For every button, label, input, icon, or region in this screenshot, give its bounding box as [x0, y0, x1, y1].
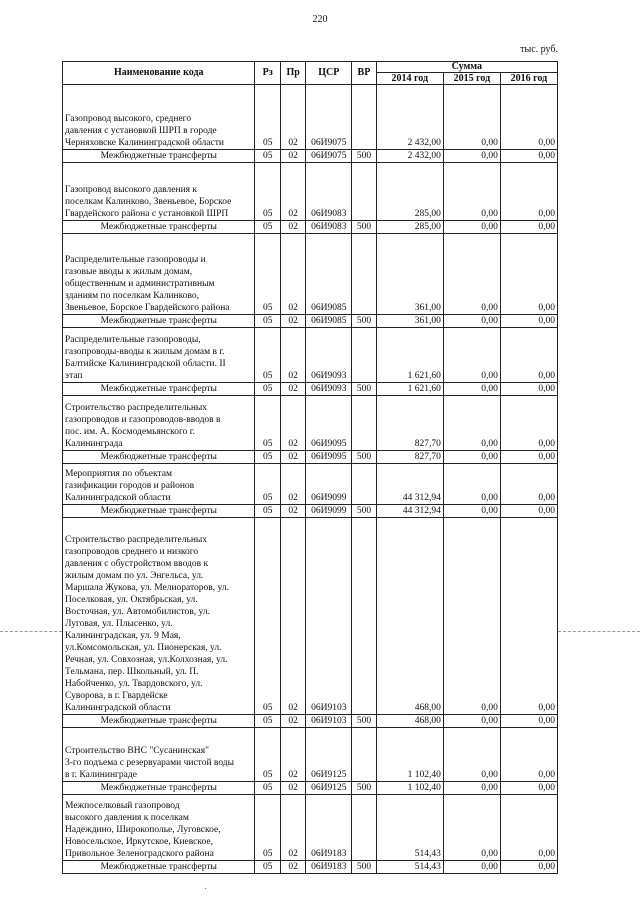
cell-rz: 05	[255, 150, 280, 163]
cell-y2015: 0,00	[443, 715, 500, 728]
cell-pr: 02	[280, 315, 305, 328]
cell-name	[63, 861, 255, 874]
name-line: Межбюджетные трансферты	[100, 716, 217, 726]
cell-csr: 06И9083	[306, 163, 352, 221]
cell-y2016: 0,00	[500, 782, 557, 795]
cell-csr: 06И9125	[306, 782, 352, 795]
cell-y2016: 0,00	[500, 518, 557, 715]
cell-rz: 05	[255, 315, 280, 328]
name-line: ул.Комсомольская, ул. Пионерская, ул.	[65, 643, 222, 653]
cell-y2014: 1 102,40	[376, 728, 443, 782]
cell-y2014: 44 312,94	[376, 505, 443, 518]
name-line: Калининграда	[65, 439, 123, 449]
cell-y2014: 514,43	[376, 795, 443, 861]
name-line: высокого давления к поселкам	[65, 813, 189, 823]
cell-rz: 05	[255, 782, 280, 795]
table-row	[63, 861, 558, 874]
cell-rz: 05	[255, 518, 280, 715]
cell-y2014: 285,00	[376, 163, 443, 221]
cell-vr: 500	[352, 782, 376, 795]
cell-rz: 05	[255, 715, 280, 728]
budget-table	[62, 61, 558, 874]
cell-vr	[352, 795, 376, 861]
cell-pr: 02	[280, 518, 305, 715]
cell-vr	[352, 234, 376, 315]
name-line: газопроводы-вводы к жилым домам в г.	[65, 347, 225, 357]
cell-y2016: 0,00	[500, 861, 557, 874]
table-row	[63, 163, 558, 221]
cell-y2014: 827,70	[376, 451, 443, 464]
scan-artifact-line	[558, 631, 640, 632]
cell-y2015: 0,00	[443, 861, 500, 874]
cell-rz: 05	[255, 221, 280, 234]
name-line: Межбюджетные трансферты	[100, 506, 217, 516]
page-number: 220	[312, 14, 328, 25]
cell-y2015: 0,00	[443, 782, 500, 795]
cell-y2016: 0,00	[500, 728, 557, 782]
name-line: газопроводов и газопроводов-вводов в	[65, 415, 221, 425]
cell-vr	[352, 163, 376, 221]
cell-pr: 02	[280, 221, 305, 234]
cell-csr: 06И9095	[306, 396, 352, 451]
cell-name	[63, 451, 255, 464]
cell-csr: 06И9075	[306, 85, 352, 150]
cell-y2015: 0,00	[443, 795, 500, 861]
cell-y2016: 0,00	[500, 383, 557, 396]
cell-csr: 06И9083	[306, 221, 352, 234]
table-row	[63, 518, 558, 715]
name-line: Межбюджетные трансферты	[100, 862, 217, 872]
table-row	[63, 464, 558, 505]
cell-pr: 02	[280, 451, 305, 464]
cell-y2015: 0,00	[443, 451, 500, 464]
scan-artifact-dot	[205, 888, 206, 889]
cell-name	[63, 85, 255, 150]
cell-pr: 02	[280, 163, 305, 221]
header-pr: Пр	[280, 62, 305, 85]
name-line: Строительство распределительных	[65, 403, 208, 413]
cell-name	[63, 728, 255, 782]
name-line: Надеждино, Широкополье, Луговское,	[65, 825, 221, 835]
cell-y2016: 0,00	[500, 150, 557, 163]
name-line: Новосельское, Иркутское, Киевское,	[65, 837, 213, 847]
name-line: Межпоселковый газопровод	[65, 801, 180, 811]
name-line: Речная, ул. Совхозная, ул.Колхозная, ул.	[65, 655, 228, 665]
cell-name	[63, 315, 255, 328]
table-body	[63, 85, 558, 874]
cell-vr	[352, 728, 376, 782]
name-line: зданиям по поселкам Калинково,	[65, 291, 200, 301]
name-line: Распределительные газопроводы,	[65, 335, 201, 345]
cell-vr	[352, 396, 376, 451]
cell-csr: 06И9085	[306, 315, 352, 328]
table-row	[63, 150, 558, 163]
cell-vr: 500	[352, 315, 376, 328]
cell-y2016: 0,00	[500, 315, 557, 328]
cell-rz: 05	[255, 234, 280, 315]
cell-name	[63, 518, 255, 715]
cell-csr: 06И9095	[306, 451, 352, 464]
cell-y2016: 0,00	[500, 234, 557, 315]
cell-pr: 02	[280, 861, 305, 874]
table-row	[63, 782, 558, 795]
name-line: Луговая, ул. Плысенко, ул.	[65, 619, 173, 629]
table-row	[63, 728, 558, 782]
name-line: Распределительные газопроводы и	[65, 255, 206, 265]
cell-y2014: 1 621,60	[376, 383, 443, 396]
name-line: Строительство распределительных	[65, 535, 208, 545]
name-line: поселкам Калинково, Звеньевое, Борское	[65, 197, 232, 207]
cell-name	[63, 795, 255, 861]
cell-y2015: 0,00	[443, 396, 500, 451]
cell-y2016: 0,00	[500, 85, 557, 150]
name-line: Набойченко, ул. Твардовского, ул.	[65, 679, 203, 689]
cell-y2015: 0,00	[443, 728, 500, 782]
cell-y2015: 0,00	[443, 85, 500, 150]
cell-vr: 500	[352, 861, 376, 874]
header-2015: 2015 год	[443, 73, 500, 85]
cell-pr: 02	[280, 328, 305, 383]
cell-y2016: 0,00	[500, 505, 557, 518]
table-row	[63, 505, 558, 518]
cell-pr: 02	[280, 715, 305, 728]
cell-rz: 05	[255, 328, 280, 383]
cell-rz: 05	[255, 728, 280, 782]
name-line: пос. им. А. Космодемьянского г.	[65, 427, 195, 437]
cell-y2016: 0,00	[500, 715, 557, 728]
cell-y2014: 44 312,94	[376, 464, 443, 505]
table-row	[63, 315, 558, 328]
cell-y2016: 0,00	[500, 163, 557, 221]
name-line: Межбюджетные трансферты	[100, 452, 217, 462]
cell-vr: 500	[352, 451, 376, 464]
header-vr: ВР	[352, 62, 376, 85]
cell-y2015: 0,00	[443, 464, 500, 505]
cell-csr: 06И9183	[306, 795, 352, 861]
cell-y2014: 468,00	[376, 518, 443, 715]
cell-csr: 06И9093	[306, 383, 352, 396]
table-row	[63, 221, 558, 234]
cell-name	[63, 163, 255, 221]
table-header	[63, 62, 558, 85]
table-row	[63, 451, 558, 464]
cell-csr: 06И9183	[306, 861, 352, 874]
cell-y2014: 2 432,00	[376, 85, 443, 150]
cell-y2016: 0,00	[500, 328, 557, 383]
header-csr: ЦСР	[306, 62, 352, 85]
table-row	[63, 328, 558, 383]
cell-y2015: 0,00	[443, 163, 500, 221]
cell-y2015: 0,00	[443, 234, 500, 315]
cell-vr: 500	[352, 383, 376, 396]
name-line: жилым домам по ул. Энгельса, ул.	[65, 571, 204, 581]
header-rz: Рз	[255, 62, 280, 85]
name-line: Межбюджетные трансферты	[100, 783, 217, 793]
cell-y2016: 0,00	[500, 464, 557, 505]
cell-pr: 02	[280, 464, 305, 505]
cell-y2015: 0,00	[443, 505, 500, 518]
name-line: Межбюджетные трансферты	[100, 222, 217, 232]
name-line: общественным и административным	[65, 279, 215, 289]
cell-y2016: 0,00	[500, 221, 557, 234]
name-line: в г. Калининграде	[65, 770, 137, 780]
cell-y2014: 827,70	[376, 396, 443, 451]
cell-name	[63, 383, 255, 396]
cell-rz: 05	[255, 383, 280, 396]
name-line: Восточная, ул. Автомобилистов, ул.	[65, 607, 210, 617]
header-2014: 2014 год	[376, 73, 443, 85]
table-row	[63, 795, 558, 861]
cell-rz: 05	[255, 451, 280, 464]
cell-name	[63, 464, 255, 505]
cell-name	[63, 234, 255, 315]
cell-y2014: 285,00	[376, 221, 443, 234]
cell-pr: 02	[280, 782, 305, 795]
cell-vr: 500	[352, 221, 376, 234]
cell-rz: 05	[255, 861, 280, 874]
cell-y2014: 2 432,00	[376, 150, 443, 163]
cell-csr: 06И9075	[306, 150, 352, 163]
cell-name	[63, 505, 255, 518]
cell-vr: 500	[352, 505, 376, 518]
cell-y2015: 0,00	[443, 315, 500, 328]
cell-y2014: 361,00	[376, 315, 443, 328]
cell-vr	[352, 518, 376, 715]
name-line: Газопровод высокого давления к	[65, 185, 198, 195]
cell-rz: 05	[255, 396, 280, 451]
name-line: давления с обустройством вводов к	[65, 559, 209, 569]
name-line: Привольное Зеленоградского района	[65, 849, 214, 859]
cell-name	[63, 396, 255, 451]
cell-rz: 05	[255, 795, 280, 861]
cell-csr: 06И9085	[306, 234, 352, 315]
cell-rz: 05	[255, 464, 280, 505]
name-line: газопроводов среднего и низкого	[65, 547, 199, 557]
name-line: Гвардейского района с установкой ШРП	[65, 209, 229, 219]
cell-rz: 05	[255, 85, 280, 150]
cell-csr: 06И9103	[306, 715, 352, 728]
name-line: Строительство ВНС "Сусанинская"	[65, 746, 210, 756]
cell-vr: 500	[352, 150, 376, 163]
name-line: газификации городов и районов	[65, 481, 195, 491]
name-line: Маршала Жукова, ул. Мелиораторов, ул.	[65, 583, 229, 593]
cell-name	[63, 328, 255, 383]
cell-csr: 06И9125	[306, 728, 352, 782]
cell-y2016: 0,00	[500, 795, 557, 861]
name-line: давления с установкой ШРП в городе	[65, 126, 217, 136]
cell-vr	[352, 464, 376, 505]
cell-csr: 06И9103	[306, 518, 352, 715]
name-line: Балтийске Калининградской области. II	[65, 359, 226, 369]
name-line: Межбюджетные трансферты	[100, 151, 217, 161]
header-2016: 2016 год	[500, 73, 557, 85]
cell-y2015: 0,00	[443, 328, 500, 383]
table-row	[63, 383, 558, 396]
cell-rz: 05	[255, 505, 280, 518]
cell-name	[63, 715, 255, 728]
cell-y2015: 0,00	[443, 221, 500, 234]
name-line: Черняховске Калининградской области	[65, 138, 224, 148]
cell-y2015: 0,00	[443, 383, 500, 396]
table-row	[63, 396, 558, 451]
cell-y2014: 361,00	[376, 234, 443, 315]
cell-y2016: 0,00	[500, 451, 557, 464]
cell-pr: 02	[280, 150, 305, 163]
name-line: Звеньевое, Борское Гвардейского района	[65, 303, 230, 313]
cell-y2016: 0,00	[500, 396, 557, 451]
name-line: Газопровод высокого, среднего	[65, 114, 192, 124]
cell-pr: 02	[280, 728, 305, 782]
cell-pr: 02	[280, 396, 305, 451]
cell-y2014: 1 102,40	[376, 782, 443, 795]
name-line: Межбюджетные трансферты	[100, 316, 217, 326]
table-row	[63, 234, 558, 315]
name-line: Тельмана, пер. Школьный, ул. П.	[65, 667, 199, 677]
name-line: Межбюджетные трансферты	[100, 384, 217, 394]
units-label: тыс. руб.	[520, 44, 558, 55]
cell-vr	[352, 85, 376, 150]
name-line: этап	[65, 371, 83, 381]
name-line: Мероприятия по объектам	[65, 469, 172, 479]
cell-pr: 02	[280, 795, 305, 861]
name-line: 3-го подъема с резервуарами чистой воды	[65, 758, 235, 768]
cell-pr: 02	[280, 505, 305, 518]
cell-y2014: 468,00	[376, 715, 443, 728]
cell-vr: 500	[352, 715, 376, 728]
cell-y2014: 1 621,60	[376, 328, 443, 383]
cell-csr: 06И9099	[306, 464, 352, 505]
header-sum: Сумма	[376, 62, 557, 73]
name-line: Калининградской области	[65, 493, 171, 503]
cell-y2015: 0,00	[443, 518, 500, 715]
table-row	[63, 715, 558, 728]
name-line: Поселковая, ул. Октябрьская, ул.	[65, 595, 198, 605]
cell-name	[63, 221, 255, 234]
name-line: Суворова, в г. Гвардейске	[65, 691, 168, 701]
scan-artifact-line	[0, 631, 62, 632]
cell-rz: 05	[255, 163, 280, 221]
cell-vr	[352, 328, 376, 383]
name-line: Калининградская, ул. 9 Мая,	[65, 631, 181, 641]
cell-name	[63, 782, 255, 795]
cell-csr: 06И9093	[306, 328, 352, 383]
cell-csr: 06И9099	[306, 505, 352, 518]
header-name: Наименование кода	[63, 62, 255, 85]
name-line: газовые вводы к жилым домам,	[65, 267, 193, 277]
cell-pr: 02	[280, 234, 305, 315]
cell-y2015: 0,00	[443, 150, 500, 163]
table-row	[63, 85, 558, 150]
cell-y2014: 514,43	[376, 861, 443, 874]
cell-pr: 02	[280, 383, 305, 396]
cell-name	[63, 150, 255, 163]
cell-pr: 02	[280, 85, 305, 150]
name-line: Калининградской области	[65, 703, 171, 713]
